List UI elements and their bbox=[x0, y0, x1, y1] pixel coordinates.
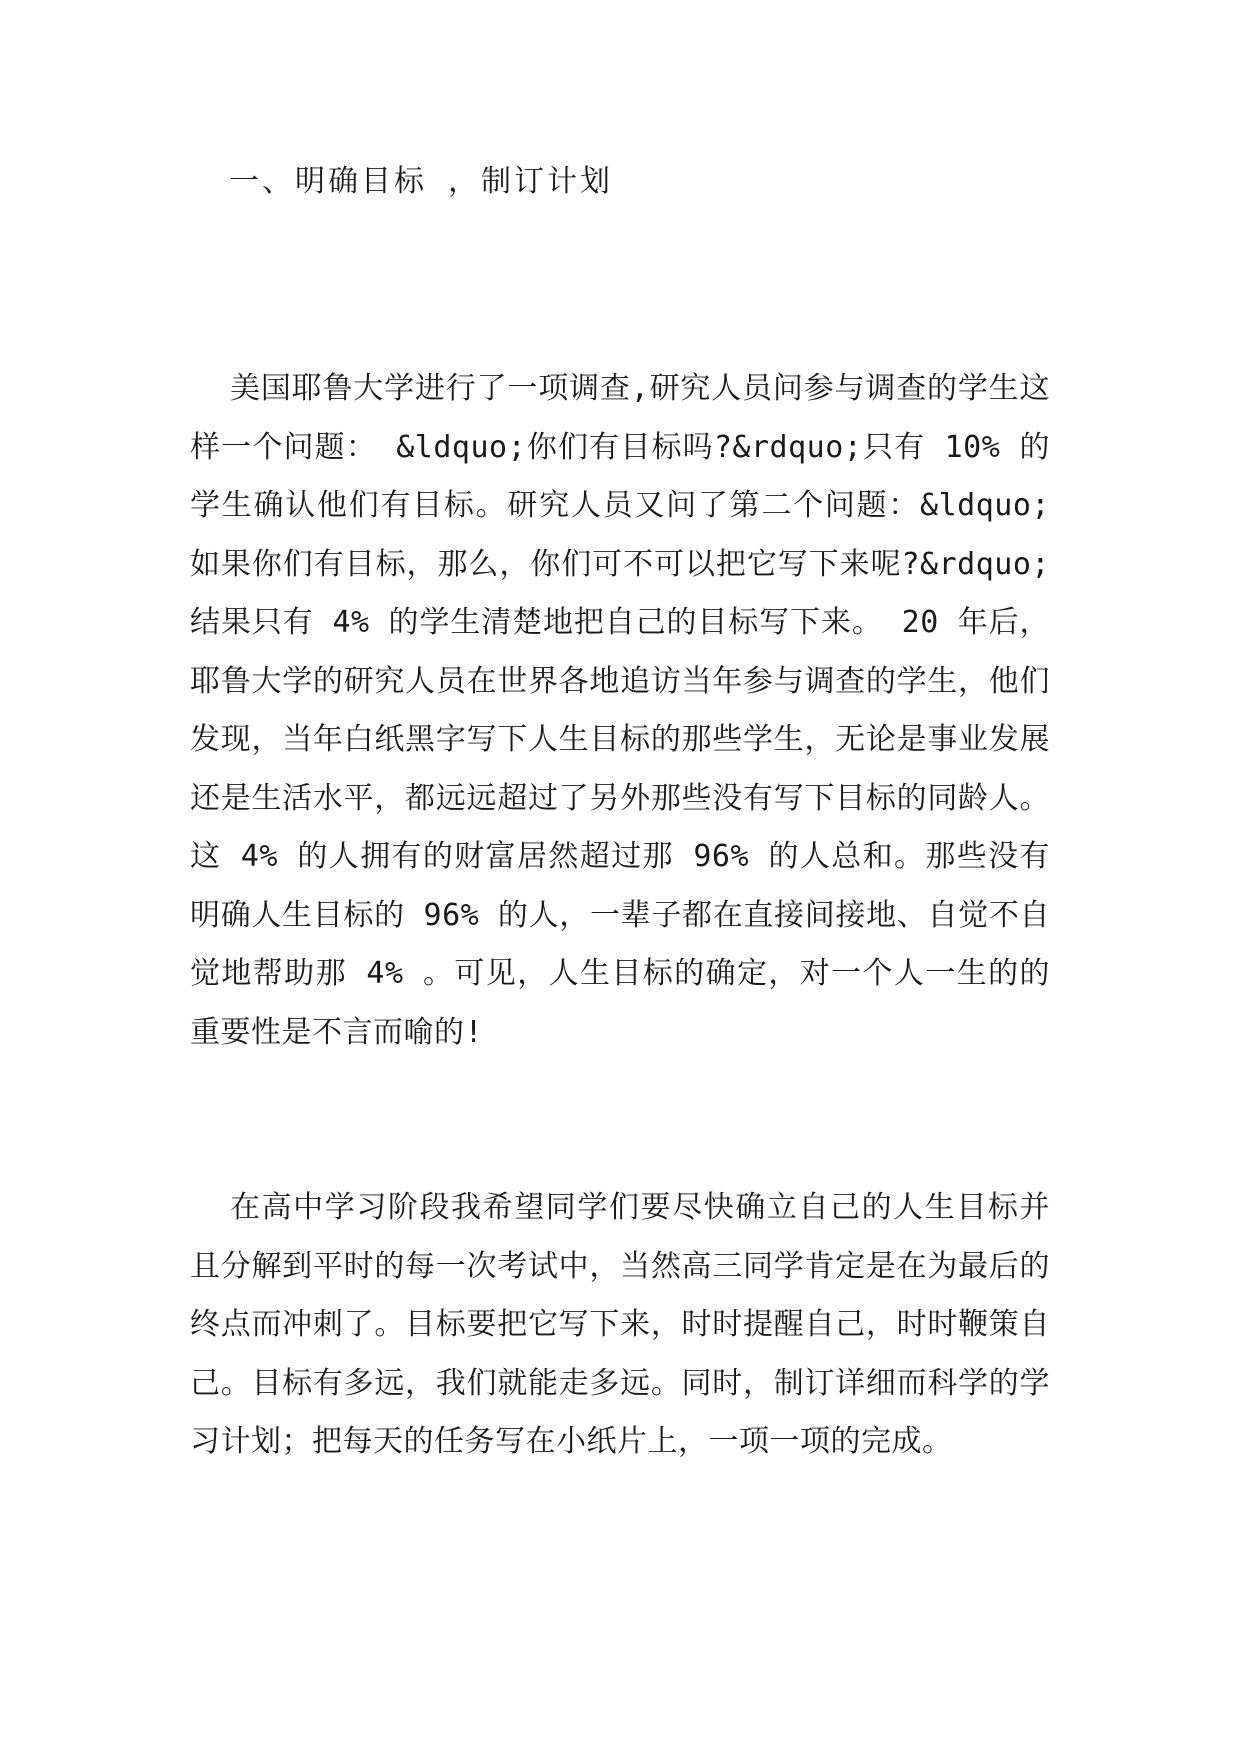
paragraph-study-plan: 在高中学习阶段我希望同学们要尽快确立自己的人生目标并且分解到平时的每一次考试中，当然高三同学肯定是在为最后的终点而冲刺了。目标要把它写下来，时时提醒自己，时时鞭策自己。目标有多远，我们就能走多远。同时，制订详细而科学的学习计划；把每天的任务写在小纸片上，一项一项的完成。 bbox=[190, 1190, 1050, 1459]
paragraph-yale-survey: 美国耶鲁大学进行了一项调查,研究人员问参与调查的学生这样一个问题： &ldquo;你们有目标吗?&rdquo;只有 10% 的学生确认他们有目标。研究人员又问了第二个问题：&ldquo;如果你们有目标，那么，你们可不可以把它写下来呢?&rdquo; 结果只有 4% 的学生清楚地把自己的目标写下来。 20 年后，耶鲁大学的研究人员在世界各地追访当年参与调查的学生，他们发现，当年白纸黑字写下人生目标的那些学生，无论是事业发展还是生活水平，都远远超过了另外那些没有写下目标的同龄人。这 4% 的人拥有的财富居然超过那 96% 的人总和。那些没有明确人生目标的 96% 的人，一辈子都在直接间接地、自觉不自觉地帮助那 4% 。可见，人生目标的确定，对一个人一生的的重要性是不言而喻的! bbox=[190, 371, 1050, 1050]
section-heading: 一、明确目标 ，制订计划 bbox=[229, 164, 614, 199]
